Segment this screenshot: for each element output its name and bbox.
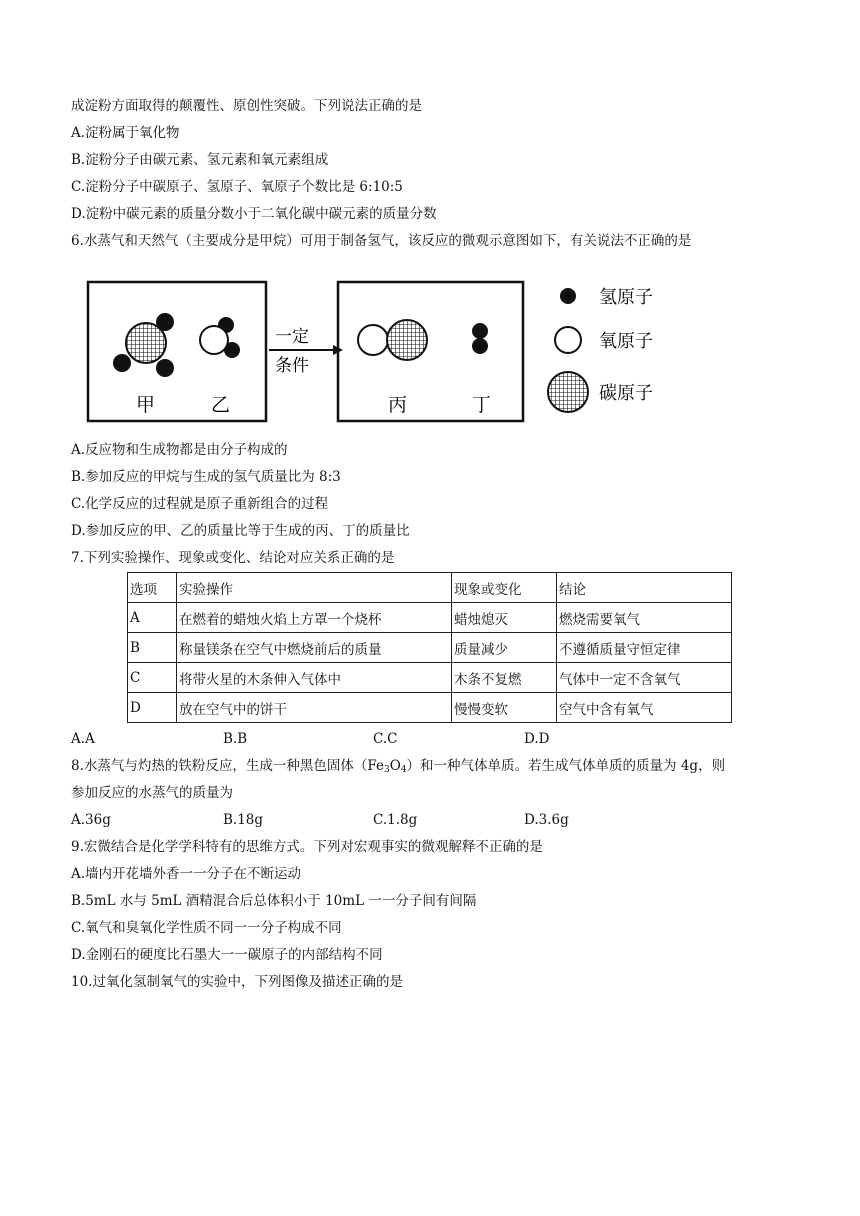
table-row <box>128 633 732 663</box>
table-cell: C <box>128 663 177 693</box>
q6-stem: 6.水蒸气和天然气（主要成分是甲烷）可用于制备氢气，该反应的微观示意图如下，有关说法不正确的是 <box>71 233 692 249</box>
co-molecule <box>358 320 427 360</box>
legend-hydrogen-icon <box>560 288 576 304</box>
table-row <box>128 693 732 723</box>
table-cell: 蜡烛熄灭 <box>452 603 557 633</box>
table-header-cell: 现象或变化 <box>452 573 557 603</box>
reaction-diagram <box>71 268 703 430</box>
q5-option-d: D.淀粉中碳元素的质量分数小于二氧化碳中碳元素的质量分数 <box>71 206 437 222</box>
q8-stem-a: 8.水蒸气与灼热的铁粉反应，生成一种黑色固体（Fe <box>71 758 384 774</box>
legend-oxygen-label: 氧原子 <box>599 331 653 352</box>
table-cell: 慢慢变软 <box>452 693 557 723</box>
table-cell: D <box>128 693 177 723</box>
q10-stem: 10.过氧化氢制氧气的实验中，下列图像及描述正确的是 <box>71 974 403 990</box>
q8-option-a: A.36g <box>71 812 111 828</box>
q9-option-a: A.墙内开花墙外香一一分子在不断运动 <box>71 866 302 882</box>
q5-stem: 成淀粉方面取得的颠覆性、原创性突破。下列说法正确的是 <box>71 98 422 114</box>
q9-stem: 9.宏微结合是化学学科特有的思维方式。下列对宏观事实的微观解释不正确的是 <box>71 839 543 855</box>
legend-oxygen-icon <box>555 327 581 353</box>
q9-option-b: B.5mL 水与 5mL 酒精混合后总体积小于 10mL 一一分子间有间隔 <box>71 893 477 909</box>
table-header-cell: 实验操作 <box>177 573 452 603</box>
table-cell: 在燃着的蜡烛火焰上方罩一个烧杯 <box>177 603 452 633</box>
q8-option-b: B.18g <box>223 812 264 828</box>
q9-option-c: C.氧气和臭氧化学性质不同一一分子构成不同 <box>71 920 342 936</box>
table-header-cell: 结论 <box>557 573 732 603</box>
table-cell: B <box>128 633 177 663</box>
legend-carbon-label: 碳原子 <box>599 383 653 404</box>
hydrogen-molecule <box>472 323 488 354</box>
q7-option-c: C.C <box>373 731 398 747</box>
q8-option-d: D.3.6g <box>524 812 569 828</box>
q6-option-c: C.化学反应的过程就是原子重新组合的过程 <box>71 496 329 512</box>
q8-option-c: C.1.8g <box>373 812 418 828</box>
table-cell: 空气中含有氧气 <box>557 693 732 723</box>
label-jia: 甲 <box>136 394 156 416</box>
label-bing: 丙 <box>388 394 408 416</box>
q5-option-c: C.淀粉分子中碳原子、氢原子、氧原子个数比是 6:10:5 <box>71 179 403 195</box>
legend-hydrogen-label: 氢原子 <box>599 287 653 308</box>
table-cell: 放在空气中的饼干 <box>177 693 452 723</box>
methane-molecule <box>113 313 174 377</box>
table-header-cell: 选项 <box>128 573 177 603</box>
q8-stem <box>71 756 725 780</box>
arrow-label-bottom: 条件 <box>275 356 309 376</box>
q8-stem-b: ）和一种气体单质。若生成气体单质的质量为 4g，则 <box>406 758 726 774</box>
water-molecule <box>200 317 240 358</box>
table-cell: 质量减少 <box>452 633 557 663</box>
q6-option-a: A.反应物和生成物都是由分子构成的 <box>71 442 288 458</box>
q8-sub-4: 4 <box>400 765 407 775</box>
table-cell: 燃烧需要氧气 <box>557 603 732 633</box>
table-cell: 木条不复燃 <box>452 663 557 693</box>
table-cell: 不遵循质量守恒定律 <box>557 633 732 663</box>
q5-option-b: B.淀粉分子由碳元素、氢元素和氧元素组成 <box>71 152 329 168</box>
table-cell: 气体中一定不含氧气 <box>557 663 732 693</box>
label-yi: 乙 <box>211 394 231 416</box>
table-row <box>128 603 732 633</box>
q8-o: O <box>389 758 401 774</box>
q6-option-b: B.参加反应的甲烷与生成的氢气质量比为 8:3 <box>71 469 341 485</box>
q7-table <box>127 572 732 723</box>
label-ding: 丁 <box>472 394 492 416</box>
table-header-row <box>128 573 732 603</box>
q7-option-d: D.D <box>524 731 550 747</box>
arrow-label-top: 一定 <box>275 327 309 347</box>
table-cell: A <box>128 603 177 633</box>
q7-option-a: A.A <box>71 731 95 747</box>
legend-carbon-icon <box>548 372 588 412</box>
q6-option-d: D.参加反应的甲、乙的质量比等于生成的丙、丁的质量比 <box>71 523 410 539</box>
q5-option-a: A.淀粉属于氧化物 <box>71 125 180 141</box>
table-cell: 称量镁条在空气中燃烧前后的质量 <box>177 633 452 663</box>
q8-sub-3: 3 <box>384 765 390 775</box>
table-cell: 将带火星的木条伸入气体中 <box>177 663 452 693</box>
q7-stem: 7.下列实验操作、现象或变化、结论对应关系正确的是 <box>71 550 395 566</box>
q9-option-d: D.金刚石的硬度比石墨大一一碳原子的内部结构不同 <box>71 947 383 963</box>
table-row <box>128 663 732 693</box>
q8-stem-line2: 参加反应的水蒸气的质量为 <box>71 785 233 801</box>
q7-option-b: B.B <box>223 731 248 747</box>
